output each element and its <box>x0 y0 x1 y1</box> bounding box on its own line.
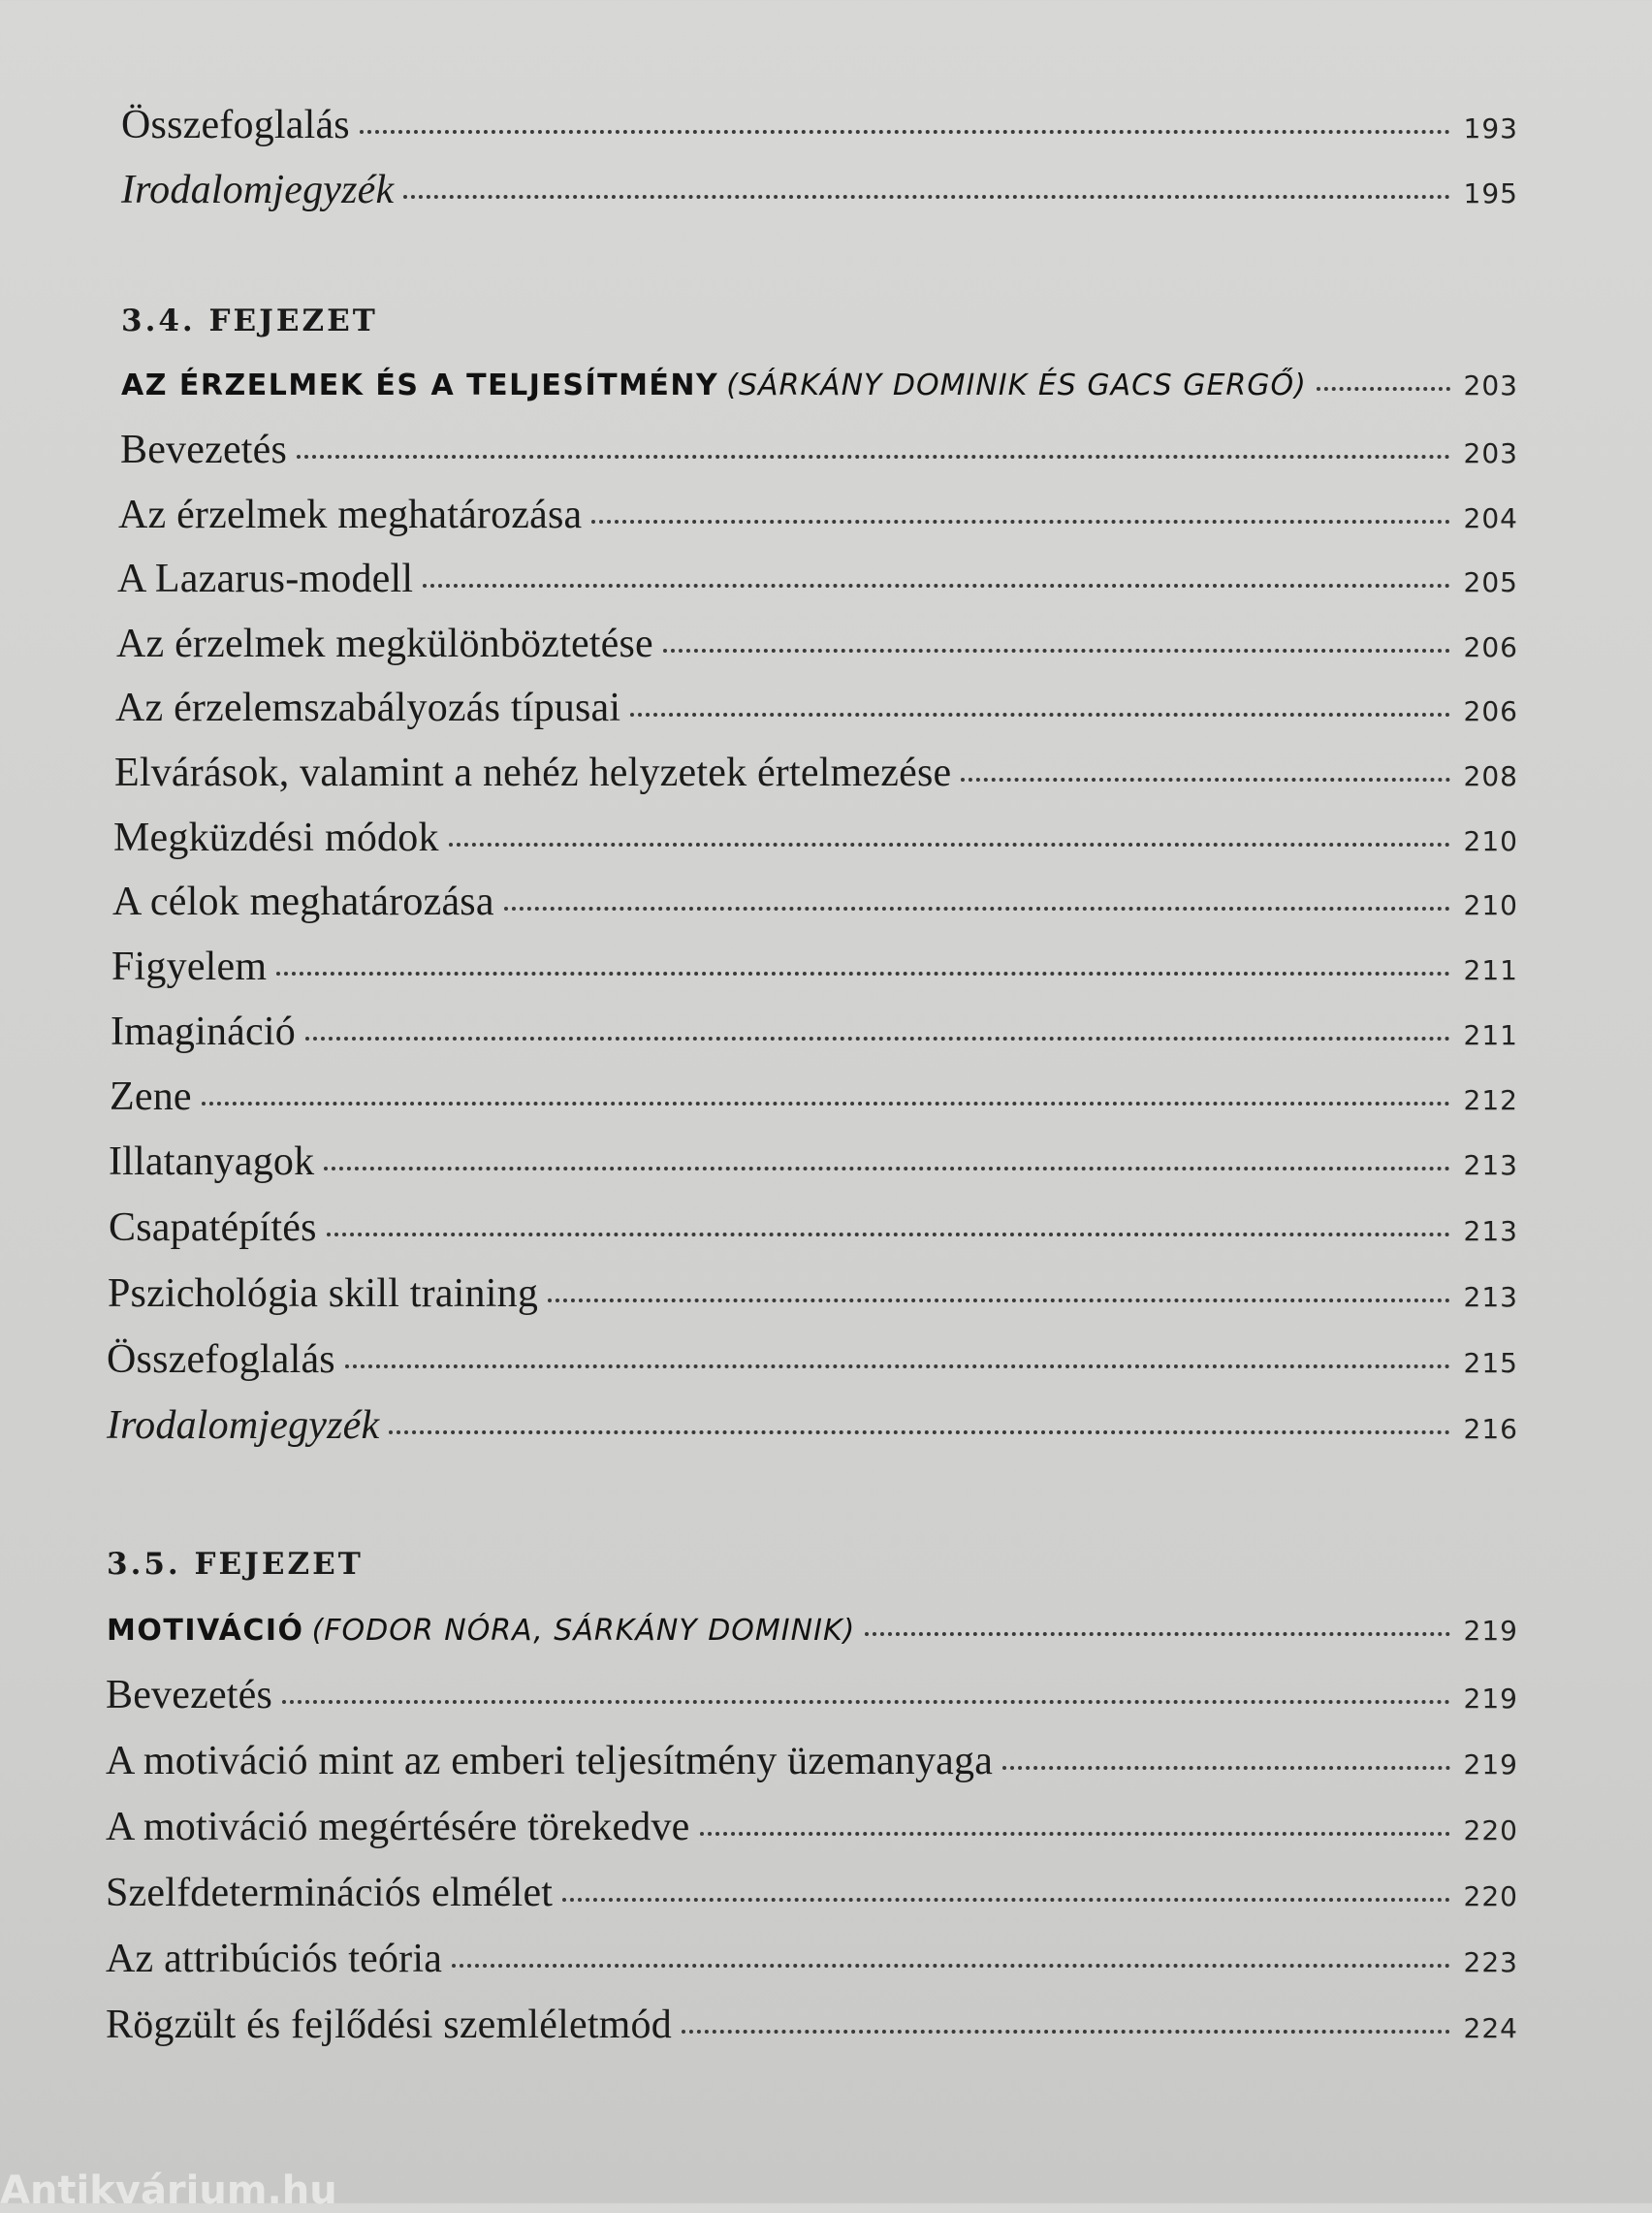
toc-entry <box>120 427 1518 473</box>
entry-title: Imagináció <box>111 1010 296 1054</box>
toc-entry <box>110 1074 1518 1120</box>
toc-entry <box>113 815 1518 861</box>
dot-leader <box>700 1832 1450 1836</box>
entry-title: Illatanyagok <box>109 1139 315 1184</box>
entry-page: 213 <box>1463 1215 1518 1247</box>
entry-title: Szelfdeterminációs elmélet <box>106 1871 554 1915</box>
entry-page: 219 <box>1463 1748 1518 1780</box>
chapter-title-bold: MOTIVÁCIÓ <box>107 1614 304 1648</box>
dot-leader <box>202 1102 1450 1106</box>
dot-leader <box>1002 1766 1450 1770</box>
dot-leader <box>345 1364 1450 1368</box>
chapter-title-bold: AZ ÉRZELMEK ÉS A TELJESÍTMÉNY <box>121 369 719 402</box>
entry-title: Irodalomjegyzék <box>107 1403 380 1448</box>
toc-entry <box>112 879 1518 925</box>
entry-page: 195 <box>1463 177 1518 209</box>
entry-page: 210 <box>1463 889 1518 921</box>
dot-leader <box>562 1898 1449 1902</box>
toc-entry <box>108 1270 1518 1317</box>
entry-page: 211 <box>1463 1019 1518 1051</box>
toc-entry <box>121 102 1518 148</box>
dot-leader <box>548 1299 1450 1302</box>
chapter-authors: (SÁRKÁNY DOMINIK ÉS GACS GERGŐ) <box>726 369 1307 402</box>
toc-entry <box>117 556 1518 602</box>
dot-leader <box>276 972 1449 976</box>
dot-leader <box>360 130 1450 134</box>
toc-entry <box>107 1402 1518 1449</box>
dot-leader <box>327 1233 1450 1236</box>
entry-title: Bevezetés <box>120 428 288 472</box>
entry-title: Pszichológia skill training <box>108 1271 539 1316</box>
entry-page: 206 <box>1463 695 1518 727</box>
toc-entry <box>109 1204 1518 1251</box>
toc-entry <box>106 1738 1518 1784</box>
toc-entry <box>114 750 1518 796</box>
dot-leader <box>449 843 1450 847</box>
entry-page: 219 <box>1463 1683 1518 1715</box>
toc-entry <box>116 621 1518 667</box>
toc-entry <box>106 1870 1518 1916</box>
entry-page: 216 <box>1463 1413 1518 1445</box>
toc-entry <box>106 1936 1518 1982</box>
dot-leader <box>423 584 1449 588</box>
toc-entry <box>106 1804 1518 1850</box>
entry-title: A motiváció megértésére törekedve <box>106 1805 690 1849</box>
entry-title: Az érzelemszabályozás típusai <box>115 686 621 730</box>
entry-title: A Lazarus-modell <box>117 557 414 601</box>
entry-page: 213 <box>1463 1281 1518 1313</box>
entry-page: 205 <box>1463 566 1518 598</box>
chapter-title <box>107 1614 855 1648</box>
dot-leader <box>630 713 1449 717</box>
dot-leader <box>403 195 1449 199</box>
chapter-label: 3.4. FEJEZET <box>121 304 378 338</box>
entry-page: 204 <box>1463 502 1518 534</box>
entry-title: Figyelem <box>111 945 268 989</box>
entry-page: 215 <box>1463 1347 1518 1379</box>
entry-page: 223 <box>1463 1946 1518 1978</box>
chapter-label: 3.5. FEJEZET <box>107 1547 364 1582</box>
dot-leader <box>682 2030 1450 2034</box>
entry-title: Az érzelmek megkülönböztetése <box>116 622 653 666</box>
toc-entry <box>121 167 1518 213</box>
dot-leader <box>504 907 1450 911</box>
toc-entry <box>106 2002 1518 2048</box>
entry-page: 220 <box>1463 1814 1518 1846</box>
dot-leader <box>663 649 1450 653</box>
entry-page: 220 <box>1463 1880 1518 1912</box>
toc-entry <box>107 1336 1518 1383</box>
chapter-title <box>121 369 1307 402</box>
toc-entry <box>111 944 1518 990</box>
entry-title: Irodalomjegyzék <box>121 168 395 212</box>
chapter-page: 203 <box>1463 369 1518 401</box>
dot-leader <box>389 1430 1449 1434</box>
chapter-title-row <box>107 1614 1518 1648</box>
entry-page: 210 <box>1463 825 1518 857</box>
toc-entry <box>118 492 1518 538</box>
dot-leader <box>324 1167 1449 1171</box>
dot-leader <box>297 455 1450 459</box>
entry-title: Az érzelmek meghatározása <box>118 493 583 537</box>
dot-leader <box>961 778 1449 782</box>
entry-page: 211 <box>1463 954 1518 986</box>
entry-page: 193 <box>1463 112 1518 144</box>
entry-page: 206 <box>1463 631 1518 663</box>
toc-entry <box>111 1009 1518 1055</box>
entry-page: 212 <box>1463 1084 1518 1116</box>
entry-page: 203 <box>1463 437 1518 469</box>
entry-title: Megküzdési módok <box>113 816 439 860</box>
entry-page: 224 <box>1463 2012 1518 2044</box>
chapter-authors: (FODOR NÓRA, SÁRKÁNY DOMINIK) <box>311 1614 856 1648</box>
chapter-page: 219 <box>1463 1615 1518 1647</box>
entry-title: Összefoglalás <box>107 1337 335 1382</box>
watermark: Antikvárium.hu <box>0 2168 337 2213</box>
entry-title: A motiváció mint az emberi teljesítmény üzemanyaga <box>106 1739 994 1783</box>
entry-page: 213 <box>1463 1149 1518 1181</box>
dot-leader <box>591 520 1449 524</box>
entry-title: Zene <box>110 1074 192 1119</box>
dot-leader <box>282 1700 1450 1704</box>
dot-leader <box>865 1632 1449 1636</box>
toc-entry <box>109 1139 1518 1185</box>
entry-title: Bevezetés <box>106 1673 273 1717</box>
toc-entry <box>115 685 1518 731</box>
entry-page: 208 <box>1463 760 1518 792</box>
entry-title: A célok meghatározása <box>112 880 494 924</box>
toc-entry <box>106 1672 1518 1718</box>
chapter-title-row <box>121 369 1518 402</box>
dot-leader <box>452 1964 1449 1968</box>
entry-title: Az attribúciós teória <box>106 1937 443 1981</box>
dot-leader <box>1317 387 1450 391</box>
dot-leader <box>305 1037 1450 1041</box>
entry-title: Csapatépítés <box>109 1205 317 1250</box>
entry-title: Rögzült és fejlődési szemléletmód <box>106 2003 672 2047</box>
entry-title: Elvárások, valamint a nehéz helyzetek értelmezése <box>114 751 952 795</box>
entry-title: Összefoglalás <box>121 103 350 147</box>
